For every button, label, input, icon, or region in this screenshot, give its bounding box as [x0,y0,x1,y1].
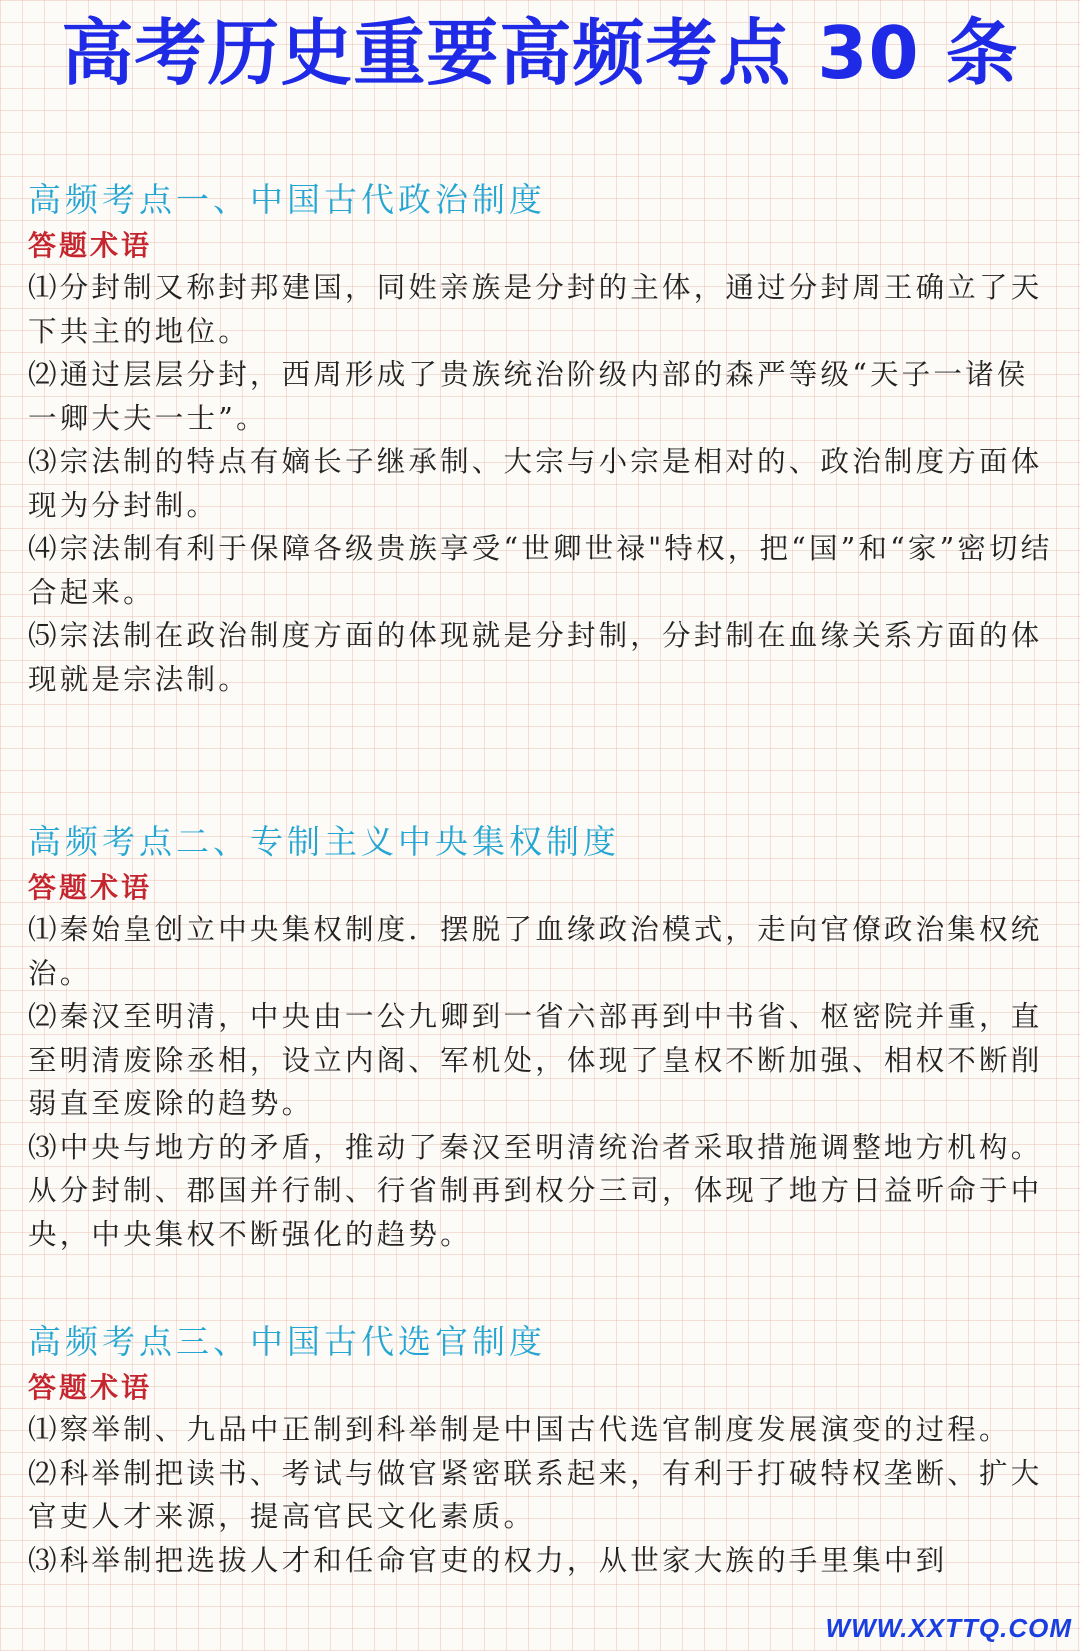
point-item: ⑸宗法制在政治制度方面的体现就是分封制，分封制在血缘关系方面的体现就是宗法制。 [28,619,1043,696]
point-item: ⑶科举制把选拔人才和任命官吏的权力，从世家大族的手里集中到 [28,1543,948,1577]
point-list [28,1408,1058,1582]
point-item: ⑷宗法制有利于保障各级贵族享受“世卿世禄"特权，把“国”和“家”密切结合起来。 [28,532,1053,609]
point-item: ⑵通过层层分封，西周形成了贵族统治阶级内部的森严等级“天子一诸侯一卿大夫一士”。 [28,358,1029,435]
section-heading: 高频考点一、中国古代政治制度 [28,180,546,219]
point-list [28,908,1058,1256]
site-watermark: WWW.XXTTQ.COM [825,1613,1072,1643]
answer-terms-label: 答题术语 [28,1371,153,1404]
point-item: ⑶中央与地方的矛盾，推动了秦汉至明清统治者采取措施调整地方机构。从分封制、郡国并行制、行省制再到权分三司，体现了地方日益听命于中央，中央集权不断强化的趋势。 [28,1130,1043,1251]
point-item: ⑴察举制、九品中正制到科举制是中国古代选官制度发展演变的过程。 [28,1413,1011,1446]
section-3 [28,1320,1058,1582]
point-item: ⑴分封制又称封邦建国，同姓亲族是分封的主体，通过分封周王确立了天下共主的地位。 [28,271,1043,348]
page-title: 高考历史重要高频考点 30 条 [61,11,1019,95]
point-item: ⑴秦始皇创立中央集权制度．摆脱了血缘政治模式，走向官僚政治集权统治。 [28,913,1043,990]
section-1 [28,178,1058,701]
section-heading: 高频考点三、中国古代选官制度 [28,1322,546,1361]
point-item: ⑵科举制把读书、考试与做官紧密联系起来，有利于打破特权垄断、扩大官吏人才来源，提高官民文化素质。 [28,1456,1043,1533]
section-2 [28,820,1058,1256]
answer-terms-label: 答题术语 [28,229,153,262]
point-item: ⑶宗法制的特点有嫡长子继承制、大宗与小宗是相对的、政治制度方面体现为分封制。 [28,445,1043,522]
section-heading: 高频考点二、专制主义中央集权制度 [28,822,620,861]
point-list [28,266,1058,701]
point-item: ⑵秦汉至明清，中央由一公九卿到一省六部再到中书省、枢密院并重，直至明清废除丞相，设立内阁、军机处，体现了皇权不断加强、相权不断削弱直至废除的趋势。 [28,1000,1043,1120]
answer-terms-label: 答题术语 [28,871,153,904]
